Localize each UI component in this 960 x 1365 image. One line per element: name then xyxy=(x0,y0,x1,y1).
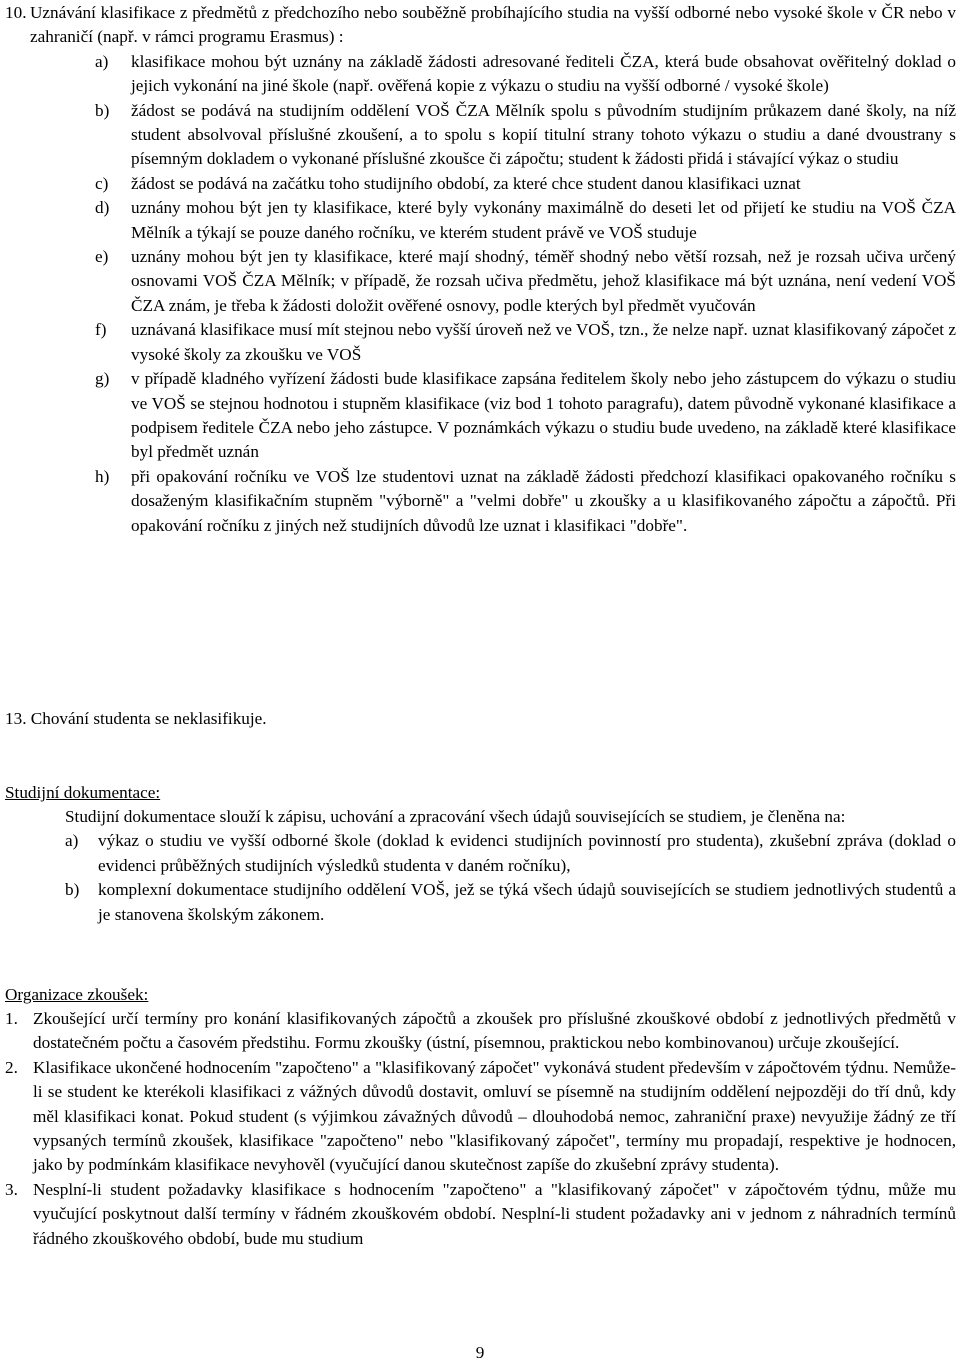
organizace-zkousek-heading: Organizace zkoušek: xyxy=(5,985,149,1004)
studijni-dokumentace-intro: Studijní dokumentace slouží k zápisu, uchování a zpracování všech údajů souvisejících se studiem, je členěna na: xyxy=(65,807,846,826)
studijni-dokumentace-block xyxy=(5,805,956,927)
list-item: d) uznány mohou být jen ty klasifikace, které byly vykonány maximálně do deseti let od přijetí ke studiu na VOŠ ČZA Mělník a týkají se pouze daného ročníku, ve kterém student právě ve VOŠ studuje xyxy=(95,198,956,242)
section-10-intro: Uznávání klasifikace z předmětů z předchozího nebo souběžně probíhajícího studia na vyšší odborné nebo vysoké škole v ČR nebo v zahraničí (např. v rámci programu Erasmus) : xyxy=(30,3,956,47)
organizace-zkousek-block xyxy=(5,1007,956,1251)
list-item: a) klasifikace mohou být uznány na základě žádosti adresované řediteli ČZA, která bude obsahovat ověřitelný doklad o jejich vykonání na jiné škole (např. ověřená kopie z výkazu o studiu na vyšší odborné / vysoké škole) xyxy=(95,51,956,96)
section-13-number: 13. xyxy=(5,709,27,728)
list-item: f) uznávaná klasifikace musí mít stejnou nebo vyšší úroveň než ve VOŠ, tzn., že nelze např. uznat klasifikovaný zápočet z vysoké školy za zkoušku ve VOŠ xyxy=(95,320,956,364)
section-13-text: Chování studenta se neklasifikuje. xyxy=(30,709,267,728)
organizace-zkousek-list xyxy=(5,1007,956,1251)
list-item: h) při opakování ročníku ve VOŠ lze studentovi uznat na základě žádosti předchozí klasifikaci opakovaného ročníku s dosaženým klasifikačním stupněm "výborně" a "velmi dobře" u zkoušky a u klasifikovaného zápočtu a zápočtů. Při opakování ročníku z jiných než studijních důvodů lze uznat i klasifikaci "dobře". xyxy=(95,466,956,535)
list-item: c) žádost se podává na začátku toho studijního období, za které chce student danou klasifikaci uznat xyxy=(95,173,801,193)
studijni-dokumentace-heading: Studijní dokumentace: xyxy=(5,783,161,802)
section-10 xyxy=(5,1,956,538)
list-item: g) v případě kladného vyřízení žádosti bude klasifikace zapsána ředitelem školy nebo jeho zástupcem do výkazu o studiu ve VOŠ se stejnou hodnotou i stupněm klasifikace (viz bod 1 tohoto paragrafu), datem původně vykonané klasifikace a podpisem ředitele ČZA nebo jeho zástupce. V poznámkách výkazu o studiu bude uvedeno, na základě které klasifikace byl předmět uznán xyxy=(95,369,956,462)
page-number: 9 xyxy=(475,1343,485,1362)
section-10-sublist xyxy=(30,50,956,538)
list-item: a) výkaz o studiu ve vyšší odborné škole (doklad k evidenci studijních povinností pro studenta), zkušební zpráva (doklad o evidenci průběžných studijních výsledků studenta v daném ročníku), xyxy=(65,831,956,875)
list-item: 1. Zkoušející určí termíny pro konání klasifikovaných zápočtů a zkoušek pro příslušné zkouškové období z jednotlivých předmětů v dostatečném počtu a časovém předstihu. Formu zkoušky (ústní, písemnou, praktickou nebo kombinovanou) určuje zkoušející. xyxy=(5,1009,956,1053)
list-item: b) komplexní dokumentace studijního oddělení VOŠ, jež se týká všech údajů souvisejících se studiem jednotlivých studentů a je stanovena školským zákonem. xyxy=(65,880,956,924)
section-10-number: 10. xyxy=(5,3,27,22)
list-item: 2. Klasifikace ukončené hodnocením "započteno" a "klasifikovaný zápočet" vykonává student především v zápočtovém týdnu. Nemůže-li se student ke kterékoli klasifikaci z vážných důvodů dostavit, omluví se písemně na studijním oddělení nejpozději do tří dnů, kdy měl klasifikaci konat. Pokud student (s výjimkou závažných důvodů – dlouhodobá nemoc, zahraniční praxe) nevyužije žádný ze tří vypsaných termínů zkoušek, klasifikace "započteno" nebo "klasifikovaný zápočet", termíny mu propadají, respektive je hodnocen, jako by podmínkám klasifikace nevyhověl (vyučující danou skutečnost zapíše do zkušební zprávy studenta). xyxy=(5,1057,956,1175)
studijni-dokumentace-list xyxy=(5,829,956,927)
list-item: 3. Nesplní-li student požadavky klasifikace s hodnocením "započteno" a "klasifikovaný zápočet" v zápočtovém týdnu, může mu vyučující poskytnout další termíny v řádném zkouškovém období. Nesplní-li student požadavky ani v jednom z náhradních termínů řádného zkouškového období, bude mu studium xyxy=(5,1179,956,1248)
list-item: e) uznány mohou být jen ty klasifikace, které mají shodný, téměř shodný nebo větší rozsah, než je rozsah učiva určený osnovami VOŠ ČZA Mělník; v případě, že rozsah učiva předmětu, jehož klasifikace má být uznána, není vedení VOŠ ČZA znám, je třeba k žádosti doložit ověřené osnovy, podle kterých byl předmět vyučován xyxy=(95,247,956,315)
section-13 xyxy=(5,707,267,731)
list-item: b) žádost se podává na studijním oddělení VOŠ ČZA Mělník spolu s původním studijním průkazem dané školy, na níž student absolvoval příslušné zkoušení, a to spolu s kopií titulní strany tohoto výkazu o studiu a dané dvoustrany s písemným dokladem o vykonané příslušné zkoušce či zápočtu; student k žádosti přidá i stávající výkaz o studiu xyxy=(95,100,956,169)
